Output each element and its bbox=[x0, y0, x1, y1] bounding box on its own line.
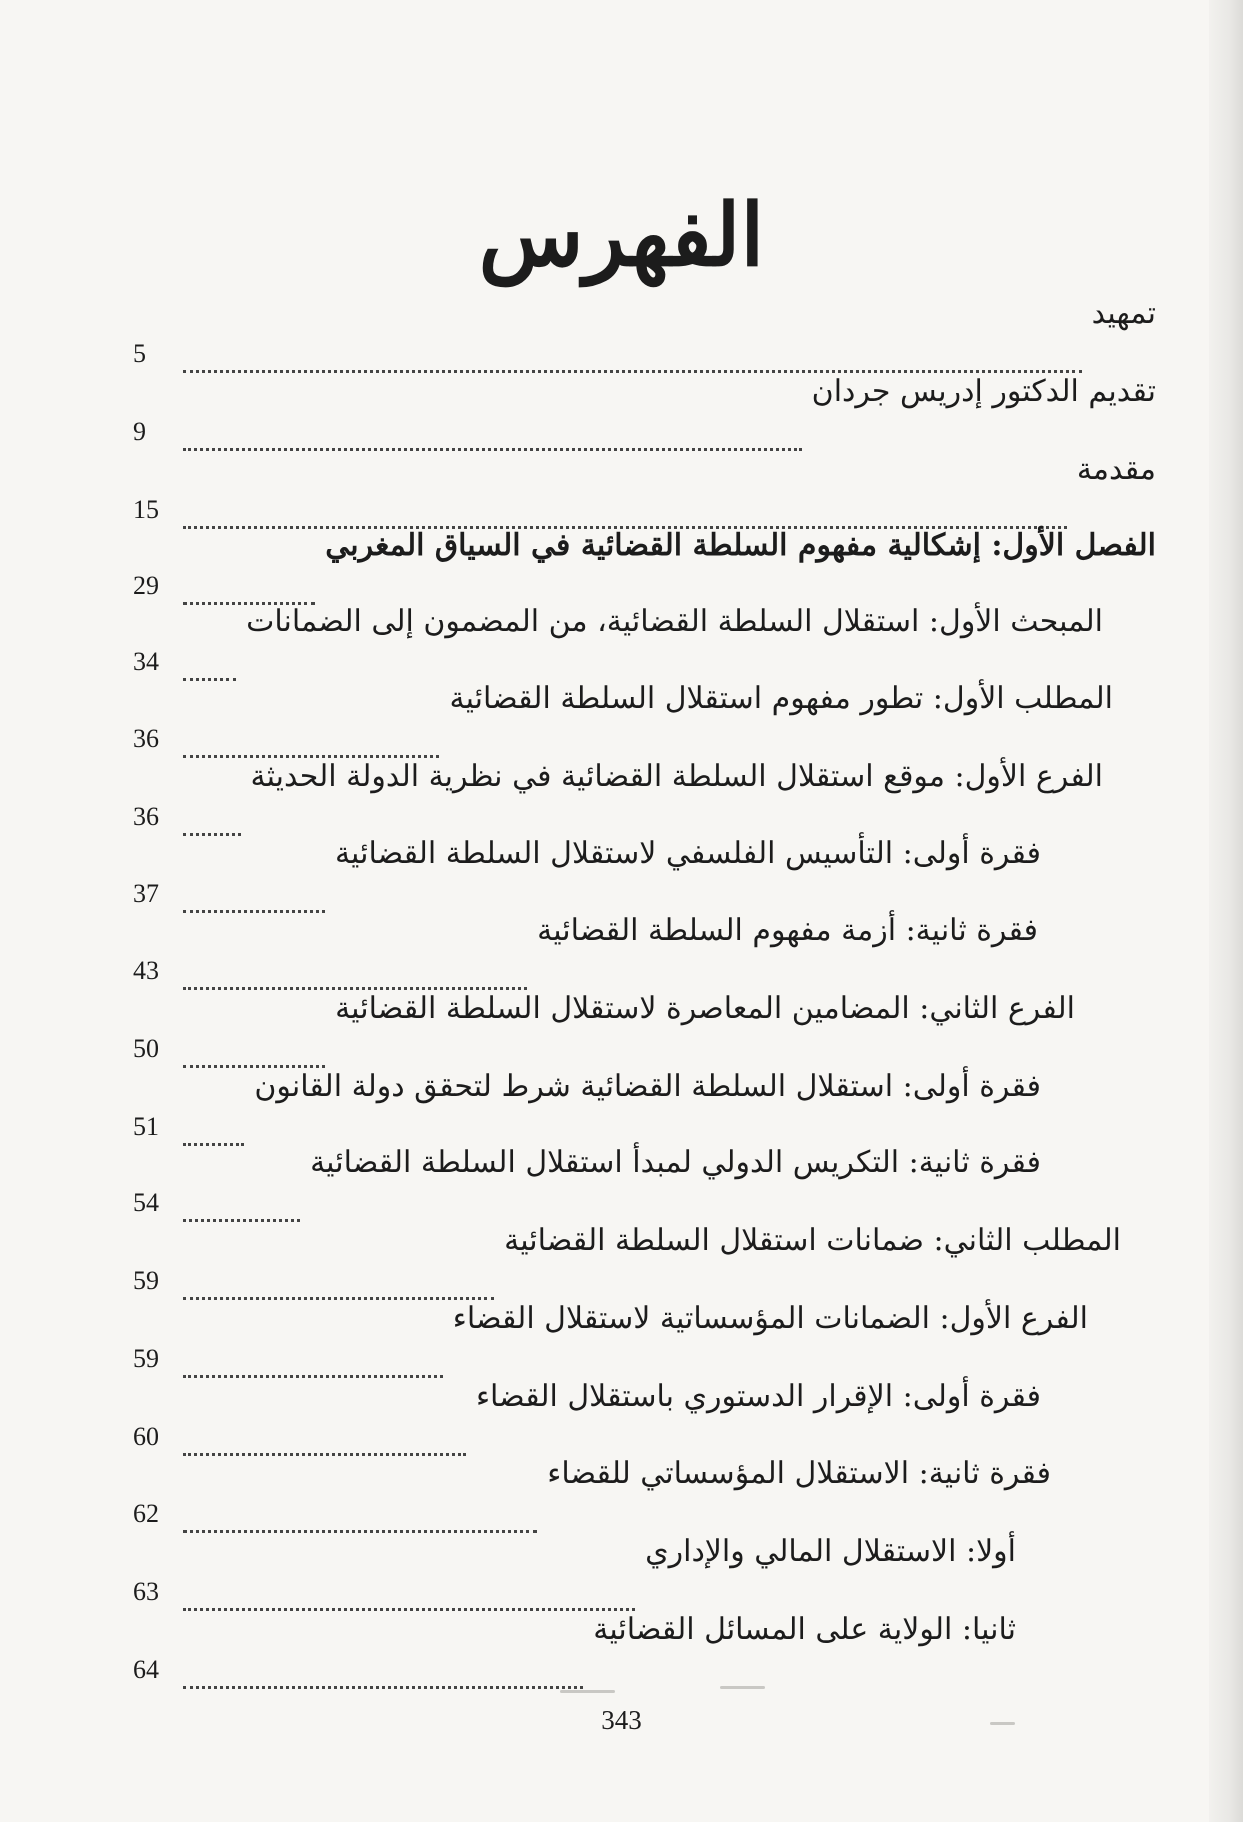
toc-entry-title: فقرة ثانية: أزمة مفهوم السلطة القضائية bbox=[537, 913, 1038, 948]
toc-entry bbox=[0, 1452, 1243, 1532]
toc-entry-title: فقرة أولى: الإقرار الدستوري باستقلال القضاء bbox=[475, 1379, 1041, 1414]
toc-entry bbox=[0, 1297, 1243, 1377]
toc-entry bbox=[0, 755, 1243, 835]
toc-page-number: 29 bbox=[133, 571, 159, 600]
toc-entry-title: الفرع الأول: موقع استقلال السلطة القضائية في نظرية الدولة الحديثة bbox=[250, 759, 1103, 794]
toc-entry bbox=[0, 1608, 1243, 1688]
toc-heading: الفهرس bbox=[478, 185, 765, 286]
toc-entry bbox=[0, 832, 1243, 912]
toc-entry bbox=[0, 370, 1243, 450]
toc-entry-title: المطلب الأول: تطور مفهوم استقلال السلطة القضائية bbox=[449, 681, 1113, 716]
toc-entry-title: فقرة أولى: استقلال السلطة القضائية شرط لتحقق دولة القانون bbox=[254, 1069, 1041, 1104]
toc-page-number: 64 bbox=[133, 1655, 159, 1684]
toc-page-number: 9 bbox=[133, 417, 146, 446]
toc-dot-leader bbox=[183, 338, 1082, 373]
toc-dot-leader bbox=[183, 646, 236, 681]
toc-entry bbox=[0, 909, 1243, 989]
toc-entry-title: أولا: الاستقلال المالي والإداري bbox=[645, 1534, 1016, 1569]
toc-dot-leader bbox=[183, 1421, 466, 1456]
toc-page-number: 43 bbox=[133, 956, 159, 985]
toc-entry bbox=[0, 600, 1243, 680]
toc-entry bbox=[0, 1375, 1243, 1455]
toc-page-number: 54 bbox=[133, 1188, 159, 1217]
toc-page-number: 37 bbox=[133, 879, 159, 908]
toc-page-number: 36 bbox=[133, 802, 159, 831]
toc-entry-title: تمهيد bbox=[1091, 296, 1156, 331]
toc-dot-leader bbox=[183, 1187, 300, 1222]
toc-entry bbox=[0, 1219, 1243, 1299]
toc-entry bbox=[0, 1065, 1243, 1145]
toc-page-number: 36 bbox=[133, 724, 159, 753]
toc-dot-leader bbox=[183, 1576, 635, 1611]
toc-entry bbox=[0, 292, 1243, 372]
toc-entry bbox=[0, 677, 1243, 757]
toc-entry-title: المبحث الأول: استقلال السلطة القضائية، من المضمون إلى الضمانات bbox=[246, 604, 1103, 639]
toc-entry-title: ثانيا: الولاية على المسائل القضائية bbox=[593, 1612, 1016, 1647]
toc-page-number: 34 bbox=[133, 647, 159, 676]
toc-dot-leader bbox=[183, 1654, 583, 1689]
toc-entry-title: فقرة ثانية: التكريس الدولي لمبدأ استقلال السلطة القضائية bbox=[310, 1145, 1041, 1180]
toc-entry-title: تقديم الدكتور إدريس جردان bbox=[811, 374, 1156, 409]
toc-dot-leader bbox=[183, 878, 325, 913]
toc-page-number: 59 bbox=[133, 1344, 159, 1373]
toc-entry-title: الفرع الأول: الضمانات المؤسساتية لاستقلال القضاء bbox=[452, 1301, 1088, 1336]
toc-entry bbox=[0, 1530, 1243, 1610]
page-folio-number: 343 bbox=[601, 1705, 642, 1735]
toc-page-number: 50 bbox=[133, 1034, 159, 1063]
toc-page-number: 60 bbox=[133, 1422, 159, 1451]
toc-page-number: 59 bbox=[133, 1266, 159, 1295]
toc-page-number: 5 bbox=[133, 339, 146, 368]
toc-entry-title: الفرع الثاني: المضامين المعاصرة لاستقلال السلطة القضائية bbox=[335, 991, 1075, 1026]
toc-dot-leader bbox=[183, 1498, 537, 1533]
toc-entry-title: فقرة ثانية: الاستقلال المؤسساتي للقضاء bbox=[547, 1456, 1051, 1491]
toc-entry-title: المطلب الثاني: ضمانات استقلال السلطة القضائية bbox=[504, 1223, 1121, 1258]
toc-entry-title: الفصل الأول: إشكالية مفهوم السلطة القضائية في السياق المغربي bbox=[325, 528, 1156, 563]
toc-entry bbox=[0, 524, 1243, 604]
toc-dot-leader bbox=[183, 1343, 443, 1378]
toc-dot-leader bbox=[183, 416, 802, 451]
toc-entry bbox=[0, 1141, 1243, 1221]
print-smudge bbox=[560, 1690, 615, 1693]
toc-dot-leader bbox=[183, 1265, 494, 1300]
toc-entry bbox=[0, 448, 1243, 528]
toc-page-number: 63 bbox=[133, 1577, 159, 1606]
toc-dot-leader bbox=[183, 1033, 325, 1068]
toc-page-number: 62 bbox=[133, 1499, 159, 1528]
toc-dot-leader bbox=[183, 955, 527, 990]
toc-page-number: 51 bbox=[133, 1112, 159, 1141]
toc-entry-title: مقدمة bbox=[1076, 452, 1156, 487]
toc-dot-leader bbox=[183, 801, 241, 836]
toc-page-number: 15 bbox=[133, 495, 159, 524]
toc-entry-title: فقرة أولى: التأسيس الفلسفي لاستقلال السلطة القضائية bbox=[334, 836, 1041, 871]
print-smudge bbox=[720, 1686, 765, 1689]
toc-entry bbox=[0, 987, 1243, 1067]
toc-dot-leader bbox=[183, 723, 439, 758]
